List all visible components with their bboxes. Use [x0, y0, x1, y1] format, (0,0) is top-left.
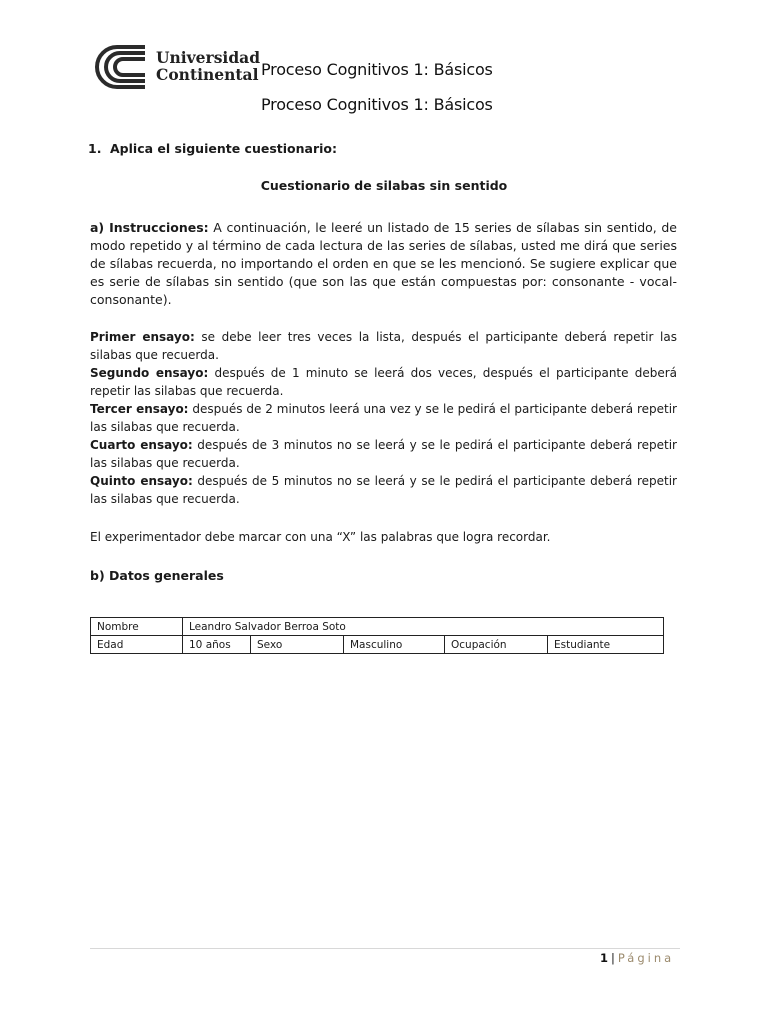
trial-label: Primer ensayo:: [90, 330, 195, 344]
section-number: 1.: [88, 141, 102, 156]
trial-text: después de 5 minutos no se leerá y se le pedirá el participante deberá repetir las silabas que recuerda.: [90, 474, 677, 506]
trials-list: [90, 328, 677, 508]
table-row: [91, 618, 664, 636]
trial-text: después de 1 minuto se leerá dos veces, después el participante deberá repetir las silabas que recuerda.: [90, 366, 677, 398]
trial-item: [90, 472, 677, 508]
university-logo: [90, 44, 261, 90]
page-number: 1: [600, 951, 609, 965]
edad-value: 10 años: [183, 636, 251, 654]
trial-label: Segundo ensayo:: [90, 366, 209, 380]
general-data-title: b) Datos generales: [90, 568, 224, 583]
trial-label: Quinto ensayo:: [90, 474, 193, 488]
instructions-text: A continuación, le leeré un listado de 15 series de sílabas sin sentido, de modo repetido y al término de cada lectura de las series de sílabas, usted me dirá que series de sílabas recuerda, no importando el orden en que se les mencionó. Se sugiere explicar que es serie de sílabas sin sentido (que son las que están compuestas por: consonante - vocal-consonante).: [90, 220, 677, 307]
trial-item: [90, 328, 677, 364]
continental-logo-icon: [90, 44, 148, 90]
general-data-table: [90, 617, 664, 654]
questionnaire-subtitle: Cuestionario de silabas sin sentido: [260, 178, 508, 193]
trial-text: se debe leer tres veces la lista, después el participante deberá repetir las silabas que recuerda.: [90, 330, 677, 362]
trial-item: [90, 436, 677, 472]
experimenter-note: El experimentador debe marcar con una “X” las palabras que logra recordar.: [90, 530, 551, 544]
page-footer: [600, 951, 674, 965]
instructions-label: a) Instrucciones:: [90, 220, 209, 235]
sexo-value: Masculino: [344, 636, 445, 654]
trial-item: [90, 364, 677, 400]
trial-item: [90, 400, 677, 436]
nombre-value: Leandro Salvador Berroa Soto: [183, 618, 664, 636]
sexo-label: Sexo: [251, 636, 344, 654]
footer-separator: |: [611, 951, 615, 965]
instructions-paragraph: [90, 219, 677, 309]
header-title-2: Proceso Cognitivos 1: Básicos: [261, 95, 493, 114]
ocupacion-label: Ocupación: [445, 636, 548, 654]
section-title-text: Aplica el siguiente cuestionario:: [110, 141, 337, 156]
ocupacion-value: Estudiante: [548, 636, 664, 654]
footer-divider: [90, 948, 680, 949]
section-title: [88, 141, 337, 156]
page-label: Página: [617, 951, 675, 965]
nombre-label: Nombre: [91, 618, 183, 636]
trial-text: después de 2 minutos leerá una vez y se le pedirá el participante deberá repetir las silabas que recuerda.: [90, 402, 677, 434]
header-title-1: Proceso Cognitivos 1: Básicos: [261, 60, 493, 79]
logo-line-1: Universidad: [156, 48, 261, 67]
edad-label: Edad: [91, 636, 183, 654]
logo-text: [156, 49, 260, 83]
logo-line-2: Continental: [156, 65, 259, 84]
trial-label: Cuarto ensayo:: [90, 438, 193, 452]
table-row: [91, 636, 664, 654]
trial-text: después de 3 minutos no se leerá y se le pedirá el participante deberá repetir las silabas que recuerda.: [90, 438, 677, 470]
trial-label: Tercer ensayo:: [90, 402, 189, 416]
